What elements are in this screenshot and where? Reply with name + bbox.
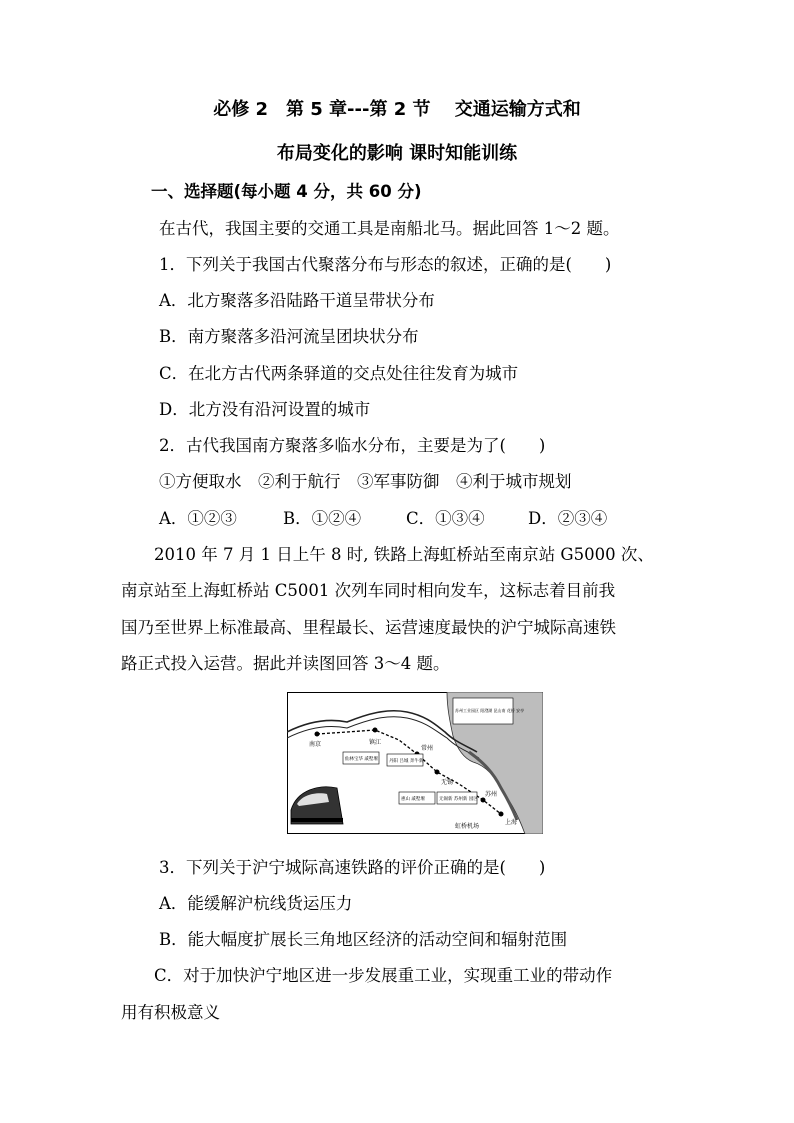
question-1-option-a: A．北方聚落多沿陆路干道呈带状分布 [159,291,435,310]
station-suzhou [481,798,486,803]
intro-paragraph: 在古代，我国主要的交通工具是南船北马。据此回答 1～2 题。 [159,219,620,238]
question-2-option-a: A．①②③ [159,509,237,528]
map-box-4: 无锡新 苏州新 园区 [439,797,478,802]
map-box-5: 苏州工业园区 阳澄湖 昆山南 花桥 安亭 [455,708,525,713]
question-3-option-c-line-1: C．对于加快沪宁地区进一步发展重工业，实现重工业的带动作 [121,966,613,985]
map-label-changzhou: 常州 [421,745,434,752]
page-title-line-1: 必修 2 第 5 章---第 2 节 交通运输方式和 [213,99,581,120]
map-label-nanjing: 南京 [309,741,322,748]
question-1-option-d: D．北方没有沿河设置的城市 [159,400,371,419]
map-box-2: 丹阳 吕城 奔牛新 [389,759,424,764]
question-2-options [159,508,607,530]
station-nanjing [315,732,320,737]
question-2-option-b: B．①②④ [283,509,362,528]
question-2-stem: 2．古代我国南方聚落多临水分布，主要是为了( ) [159,436,546,455]
map-box-3: 惠山 戚墅堰 [401,797,425,802]
question-2-items: ①方便取水 ②利于航行 ③军事防御 ④利于城市规划 [159,472,572,491]
question-3-option-c-line-2: 用有积极意义 [121,1003,220,1022]
map-box-1: 仙林宝华 戚墅堰 [345,757,378,762]
map-label-zhenjiang: 镇江 [369,739,382,746]
section-heading: 一、选择题(每小题 4 分，共 60 分) [151,182,422,201]
question-3-option-b: B．能大幅度扩展长三角地区经济的活动空间和辐射范围 [159,930,568,949]
question-1-stem: 1．下列关于我国古代聚落分布与形态的叙述，正确的是( ) [159,255,612,274]
station-shanghai [499,812,504,817]
question-1-option-c: C．在北方古代两条驿道的交点处往往发育为城市 [159,364,519,383]
passage-line-3: 国乃至世界上标准最高、里程最长、运营速度最快的沪宁城际高速铁 [121,618,616,637]
station-zhenjiang [373,728,378,733]
map-label-shanghai: 上海 [505,819,518,826]
railway-map-figure [287,692,543,834]
question-2-option-c: C．①③④ [406,509,485,528]
passage-line-4: 路正式投入运营。据此并读图回答 3～4 题。 [121,654,450,673]
passage-line-1: 2010 年 7 月 1 日上午 8 时, 铁路上海虹桥站至南京站 G5000 次、 [121,545,654,564]
map-label-hongqiao: 虹桥机场 [455,823,480,830]
station-wuxi [435,770,440,775]
passage-line-2: 南京站至上海虹桥站 C5001 次列车同时相向发车，这标志着目前我 [121,581,616,600]
question-1-option-b: B．南方聚落多沿河流呈团块状分布 [159,327,419,346]
question-3-option-a: A．能缓解沪杭线货运压力 [159,894,353,913]
question-2-option-d: D．②③④ [528,509,608,528]
page-title-line-2: 布局变化的影响 课时知能训练 [276,143,518,164]
question-3-stem: 3．下列关于沪宁城际高速铁路的评价正确的是( ) [159,858,546,877]
map-label-suzhou: 苏州 [485,791,498,798]
map-label-wuxi: 无锡 [441,779,454,786]
